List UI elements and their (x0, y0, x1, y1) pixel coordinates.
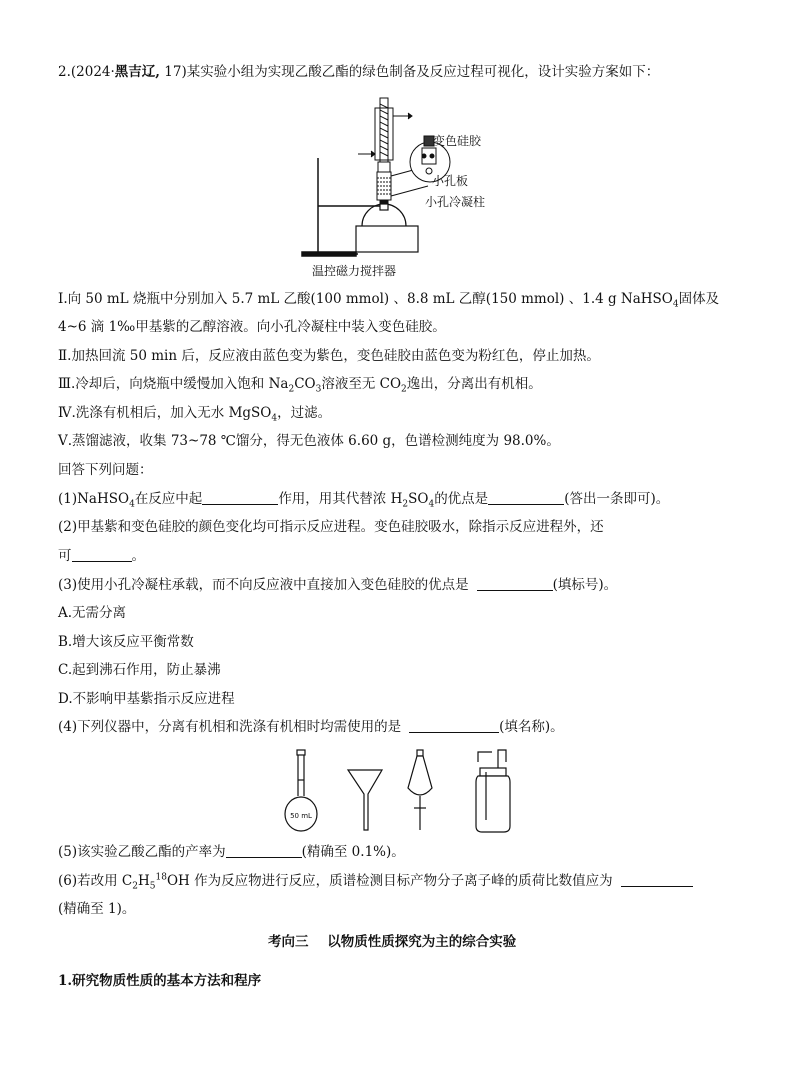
figure1-caption: 温控磁力搅拌器 (312, 264, 397, 278)
gas-washing-bottle-icon (476, 750, 510, 832)
step-3: Ⅲ.冷却后，向烧瓶中缓慢加入饱和 $Na_2CO_3$溶液至无 $CO_2$逸出，分离出有机相。 (58, 376, 542, 395)
answer-blank-5[interactable] (226, 843, 302, 858)
answer-blank-3[interactable] (477, 576, 553, 591)
label-small-hole-column: 小孔冷凝柱 (425, 195, 486, 209)
question-3: (3)使用小孔冷凝柱承载，而不向反应液中直接加入变色硅胶的优点是 (填标号)。 (58, 577, 618, 593)
instruments-figure (280, 748, 530, 834)
answer-blank-4[interactable] (409, 718, 499, 733)
answer-blank-6[interactable] (621, 872, 693, 887)
option-c: C.起到沸石作用，防止暴沸 (58, 662, 221, 678)
condenser-column (358, 98, 412, 208)
label-color-gel: 变色硅胶 (433, 134, 482, 148)
separatory-funnel-icon (408, 750, 432, 830)
question-6-line-1: (6)若改用 $C_2H_5^{18}OH$ 作为反应物进行反应，质谱检测目标产物分子离子峰的质荷比数值应为 (58, 872, 693, 890)
answer-blank-1b[interactable] (488, 490, 564, 505)
question-stem: 17)某实验小组为实现乙酸乙酯的绿色制备及反应过程可视化，设计实验方案如下： (160, 64, 660, 80)
question-2-line-2: 可 。 (58, 548, 145, 564)
reflux-apparatus-figure (300, 96, 500, 278)
answer-prompt: 回答下列问题： (58, 462, 153, 478)
question-heading (58, 63, 659, 81)
step-2: Ⅱ.加热回流 50 min 后，反应液由蓝色变为紫色，变色硅胶由蓝色变为粉红色，停止加热。 (58, 348, 600, 364)
option-a: A.无需分离 (58, 605, 127, 621)
step-1-line-2: 4~6 滴 1‰甲基紫的乙醇溶液。向小孔冷凝柱中装入变色硅胶。 (58, 319, 446, 335)
option-d: D.不影响甲基紫指示反应进程 (58, 691, 235, 707)
option-b: B.增大该反应平衡常数 (58, 634, 194, 650)
funnel-icon (348, 770, 382, 830)
section-title: 考向三 以物质性质探究为主的综合实验 (268, 934, 517, 950)
volumetric-flask-label: 50 mL (290, 812, 312, 820)
subsection-title: 1.研究物质性质的基本方法和程序 (58, 973, 262, 989)
question-1: (1)NaHSO$_4$在反应中起 作用，用其代替浓 $H_2SO_4$的优点是 (答出一条即可)。 (58, 491, 670, 510)
label-small-hole-plate: 小孔板 (432, 174, 469, 188)
question-2-line-1: (2)甲基紫和变色硅胶的颜色变化均可指示反应进程。变色硅胶吸水，除指示反应进程外，还 (58, 519, 604, 535)
question-number: 2.(2024· (58, 64, 115, 80)
answer-blank-1a[interactable] (202, 490, 278, 505)
question-6-line-2: (精确至 1)。 (58, 901, 136, 917)
step-5: Ⅴ.蒸馏滤液，收集 73~78 ℃馏分，得无色液体 6.60 g，色谱检测纯度为 98.0%。 (58, 433, 560, 449)
question-source: 黑吉辽, (114, 64, 160, 80)
magnetic-stirrer (356, 226, 418, 252)
step-1-line-1: Ⅰ.向 50 mL 烧瓶中分别加入 5.7 mL 乙酸(100 mmol) 、8.8 mL 乙醇(150 mmol) 、1.4 g NaHSO$_4$固体及 (58, 291, 720, 310)
answer-blank-2[interactable] (72, 547, 132, 562)
question-4: (4)下列仪器中，分离有机相和洗涤有机相时均需使用的是 (填名称)。 (58, 719, 564, 735)
step-4: Ⅳ.洗涤有机相后，加入无水 MgSO$_4$，过滤。 (58, 405, 332, 424)
question-5: (5)该实验乙酸乙酯的产率为 (精确至 0.1%)。 (58, 844, 405, 860)
